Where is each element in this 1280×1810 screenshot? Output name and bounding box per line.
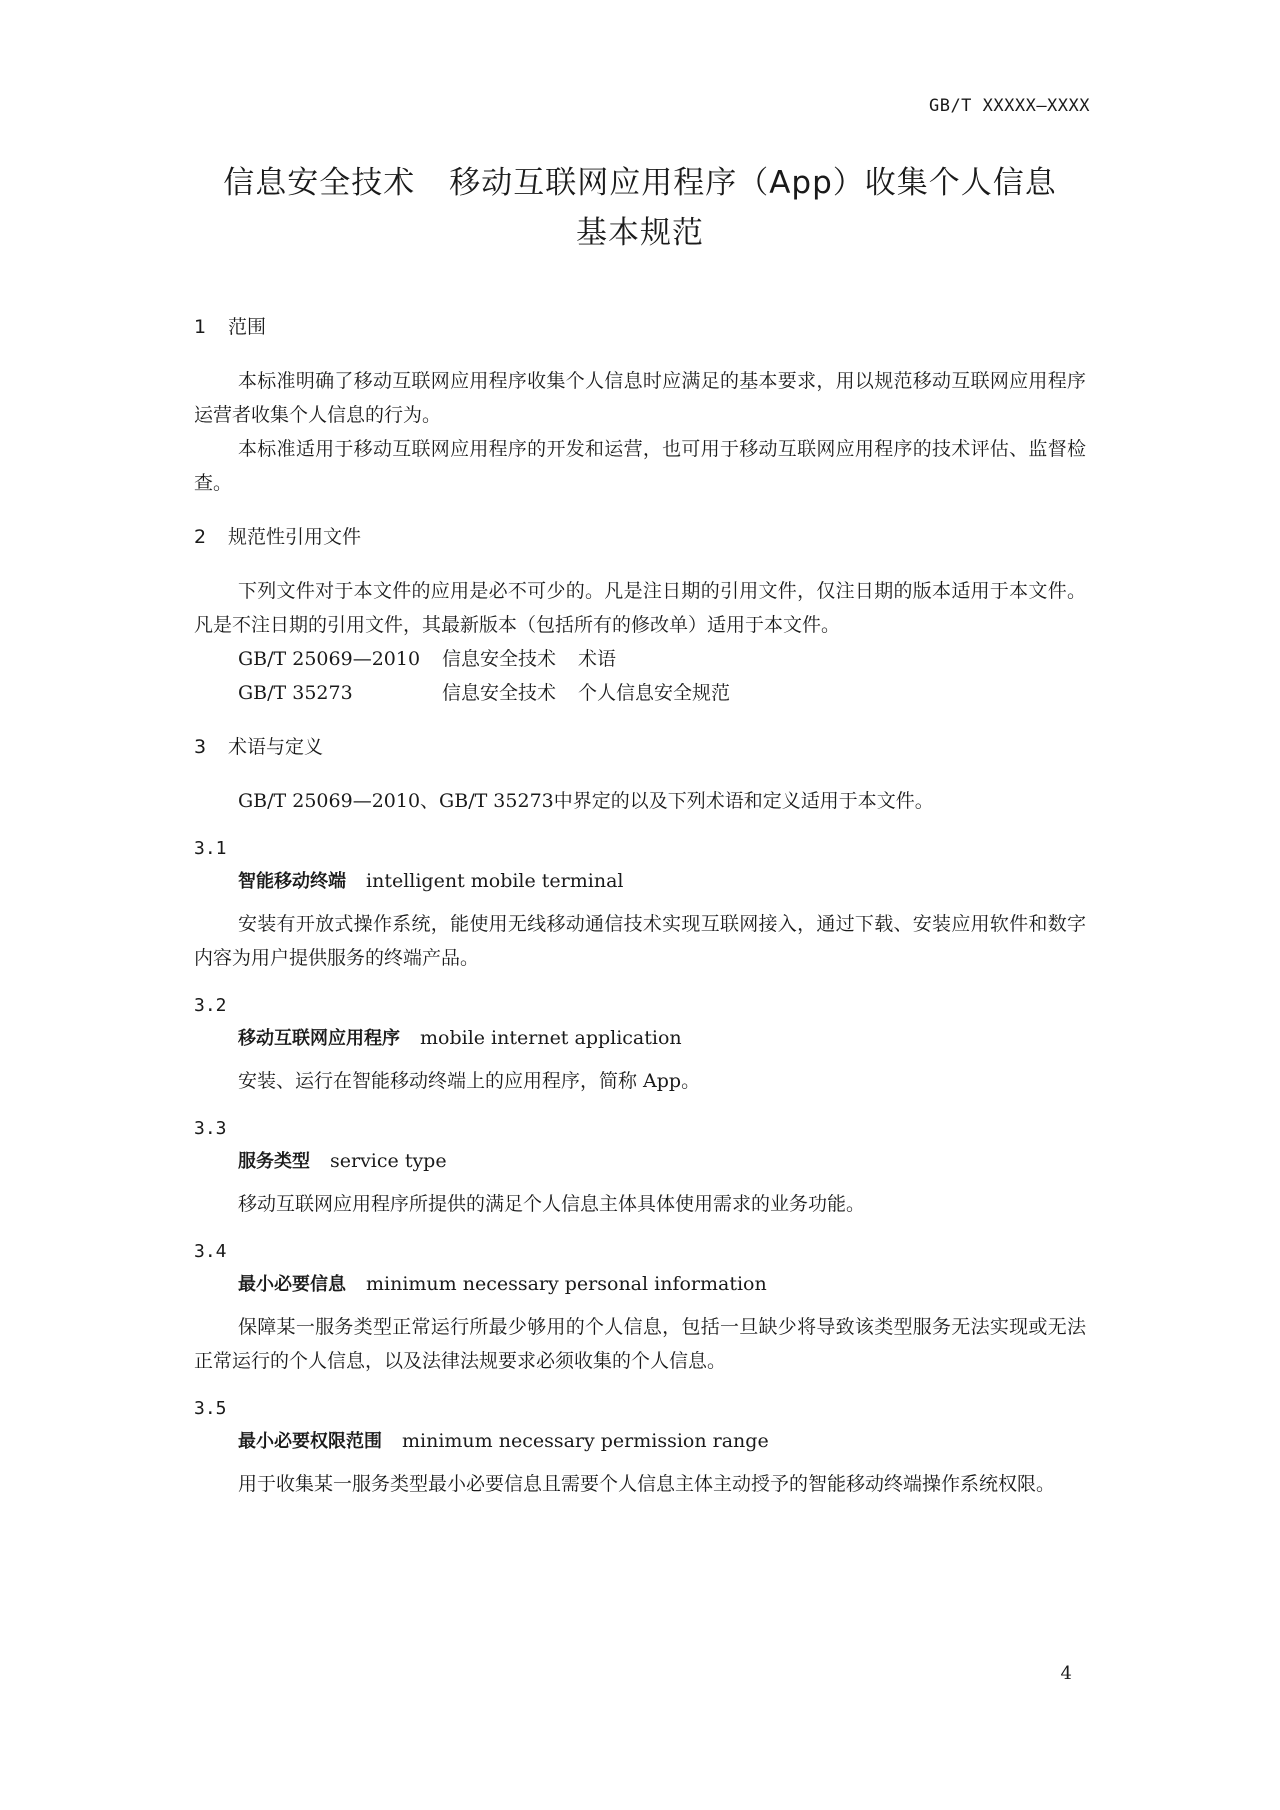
reference-code: GB/T 25069—2010 (238, 648, 421, 670)
document-body (194, 312, 1086, 1501)
term-number: 3.3 (194, 1118, 227, 1139)
term-chinese: 最小必要信息 (238, 1274, 346, 1295)
term-english: minimum necessary personal information (366, 1273, 767, 1295)
title-line-2: 基本规范 (576, 215, 704, 251)
term-number: 3.1 (194, 838, 227, 859)
term-definition: 安装、运行在智能移动终端上的应用程序，简称 App。 (238, 1070, 701, 1092)
section-title: 规范性引用文件 (228, 526, 362, 548)
section-heading (194, 522, 1086, 552)
title-line-1 (180, 158, 1100, 208)
reference-title-a: 信息安全技术 (442, 648, 557, 670)
document-code: GB/T XXXXX—XXXX (928, 96, 1090, 116)
section-heading (194, 732, 1086, 762)
title-line-1-part-b: 移动互联网应用程序（App）收集个人信息 (449, 165, 1057, 201)
paragraph: GB/T 25069—2010、GB/T 35273中界定的以及下列术语和定义适用于本文件。 (238, 790, 934, 812)
term-english: service type (330, 1150, 447, 1172)
term-english: mobile internet application (420, 1027, 682, 1049)
reference-code: GB/T 35273 (238, 682, 353, 704)
section-title: 范围 (228, 316, 267, 338)
page-number: 4 (1060, 1663, 1072, 1684)
term-entry (194, 1021, 1086, 1056)
section-number: 1 (194, 316, 207, 338)
term-chinese: 最小必要权限范围 (238, 1431, 382, 1452)
section-number: 2 (194, 526, 207, 548)
title-line-1-part-a: 信息安全技术 (223, 165, 416, 201)
reference-title-b: 个人信息安全规范 (578, 682, 731, 704)
paragraph: 下列文件对于本文件的应用是必不可少的。凡是注日期的引用文件，仅注日期的版本适用于本文件。凡是不注日期的引用文件，其最新版本（包括所有的修改单）适用于本文件。 (194, 580, 1086, 636)
section-heading (194, 312, 1086, 342)
term-entry (194, 1424, 1086, 1459)
document-title (180, 158, 1100, 258)
term-chinese: 智能移动终端 (238, 871, 346, 892)
reference-title-a: 信息安全技术 (442, 682, 557, 704)
section-number: 3 (194, 736, 207, 758)
term-chinese: 移动互联网应用程序 (238, 1028, 400, 1049)
term-number: 3.4 (194, 1241, 227, 1262)
term-definition: 用于收集某一服务类型最小必要信息且需要个人信息主体主动授予的智能移动终端操作系统权限。 (238, 1473, 1056, 1495)
term-entry (194, 1144, 1086, 1179)
term-entry (194, 1267, 1086, 1302)
normative-reference (194, 642, 1086, 676)
normative-reference (194, 676, 1086, 710)
term-number: 3.2 (194, 995, 227, 1016)
term-english: intelligent mobile terminal (366, 870, 624, 892)
term-definition: 安装有开放式操作系统，能使用无线移动通信技术实现互联网接入，通过下载、安装应用软件和数字内容为用户提供服务的终端产品。 (194, 913, 1086, 969)
paragraph: 本标准适用于移动互联网应用程序的开发和运营，也可用于移动互联网应用程序的技术评估、监督检查。 (194, 438, 1086, 494)
term-definition: 移动互联网应用程序所提供的满足个人信息主体具体使用需求的业务功能。 (238, 1193, 866, 1215)
term-english: minimum necessary permission range (402, 1430, 769, 1452)
term-definition: 保障某一服务类型正常运行所最少够用的个人信息，包括一旦缺少将导致该类型服务无法实现或无法正常运行的个人信息，以及法律法规要求必须收集的个人信息。 (194, 1316, 1086, 1372)
term-chinese: 服务类型 (238, 1151, 310, 1172)
term-entry (194, 864, 1086, 899)
section-title: 术语与定义 (228, 736, 324, 758)
term-number: 3.5 (194, 1398, 227, 1419)
reference-title-b: 术语 (578, 648, 617, 670)
paragraph: 本标准明确了移动互联网应用程序收集个人信息时应满足的基本要求，用以规范移动互联网应用程序运营者收集个人信息的行为。 (194, 370, 1086, 426)
